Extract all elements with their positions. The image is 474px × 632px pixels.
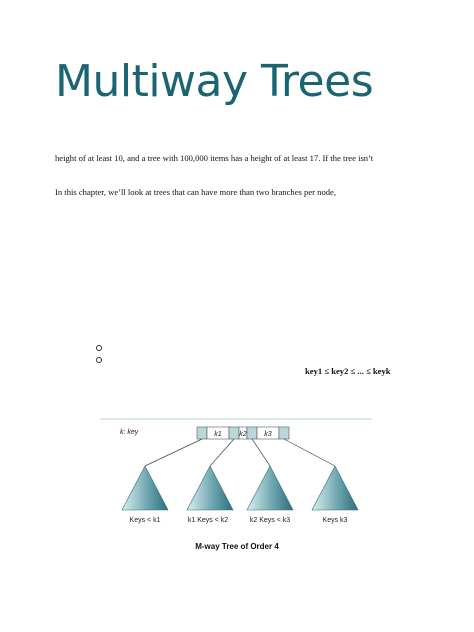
subtree-triangle-4 xyxy=(312,466,358,510)
node-key-2: k2 xyxy=(239,431,247,438)
paragraph-height: height of at least 10, and a tree with 100,000 items has a height of at least 17. If the tree isn’t xyxy=(55,153,374,163)
page-title: Multiway Trees xyxy=(55,56,374,107)
subtree-label-2: k1 Keys < k2 xyxy=(187,517,229,524)
subtree-label-1: Keys < k1 xyxy=(129,517,161,524)
key-order-formula: key1 ≤ key2 ≤ ... ≤ keyk xyxy=(305,366,391,376)
key-legend: k: key xyxy=(120,429,139,436)
subtree-triangle-3 xyxy=(247,466,293,510)
subtree-label-4: Keys k3 xyxy=(322,517,348,524)
node-key-3: k3 xyxy=(264,431,272,438)
bullet-circle-2 xyxy=(96,357,102,363)
node-key-1: k1 xyxy=(214,431,222,438)
bullet-circle-1 xyxy=(96,345,102,351)
subtree-triangle-2 xyxy=(187,466,233,510)
subtree-label-3: k2 Keys < k3 xyxy=(249,517,291,524)
diagram-caption: M-way Tree of Order 4 xyxy=(195,542,279,551)
root-node xyxy=(197,427,289,439)
m-way-tree-diagram xyxy=(100,414,380,534)
subtree-triangle-1 xyxy=(122,466,168,510)
tree-edges xyxy=(145,439,335,466)
paragraph-intro: In this chapter, we’ll look at trees that can have more than two branches per node, xyxy=(55,187,336,197)
